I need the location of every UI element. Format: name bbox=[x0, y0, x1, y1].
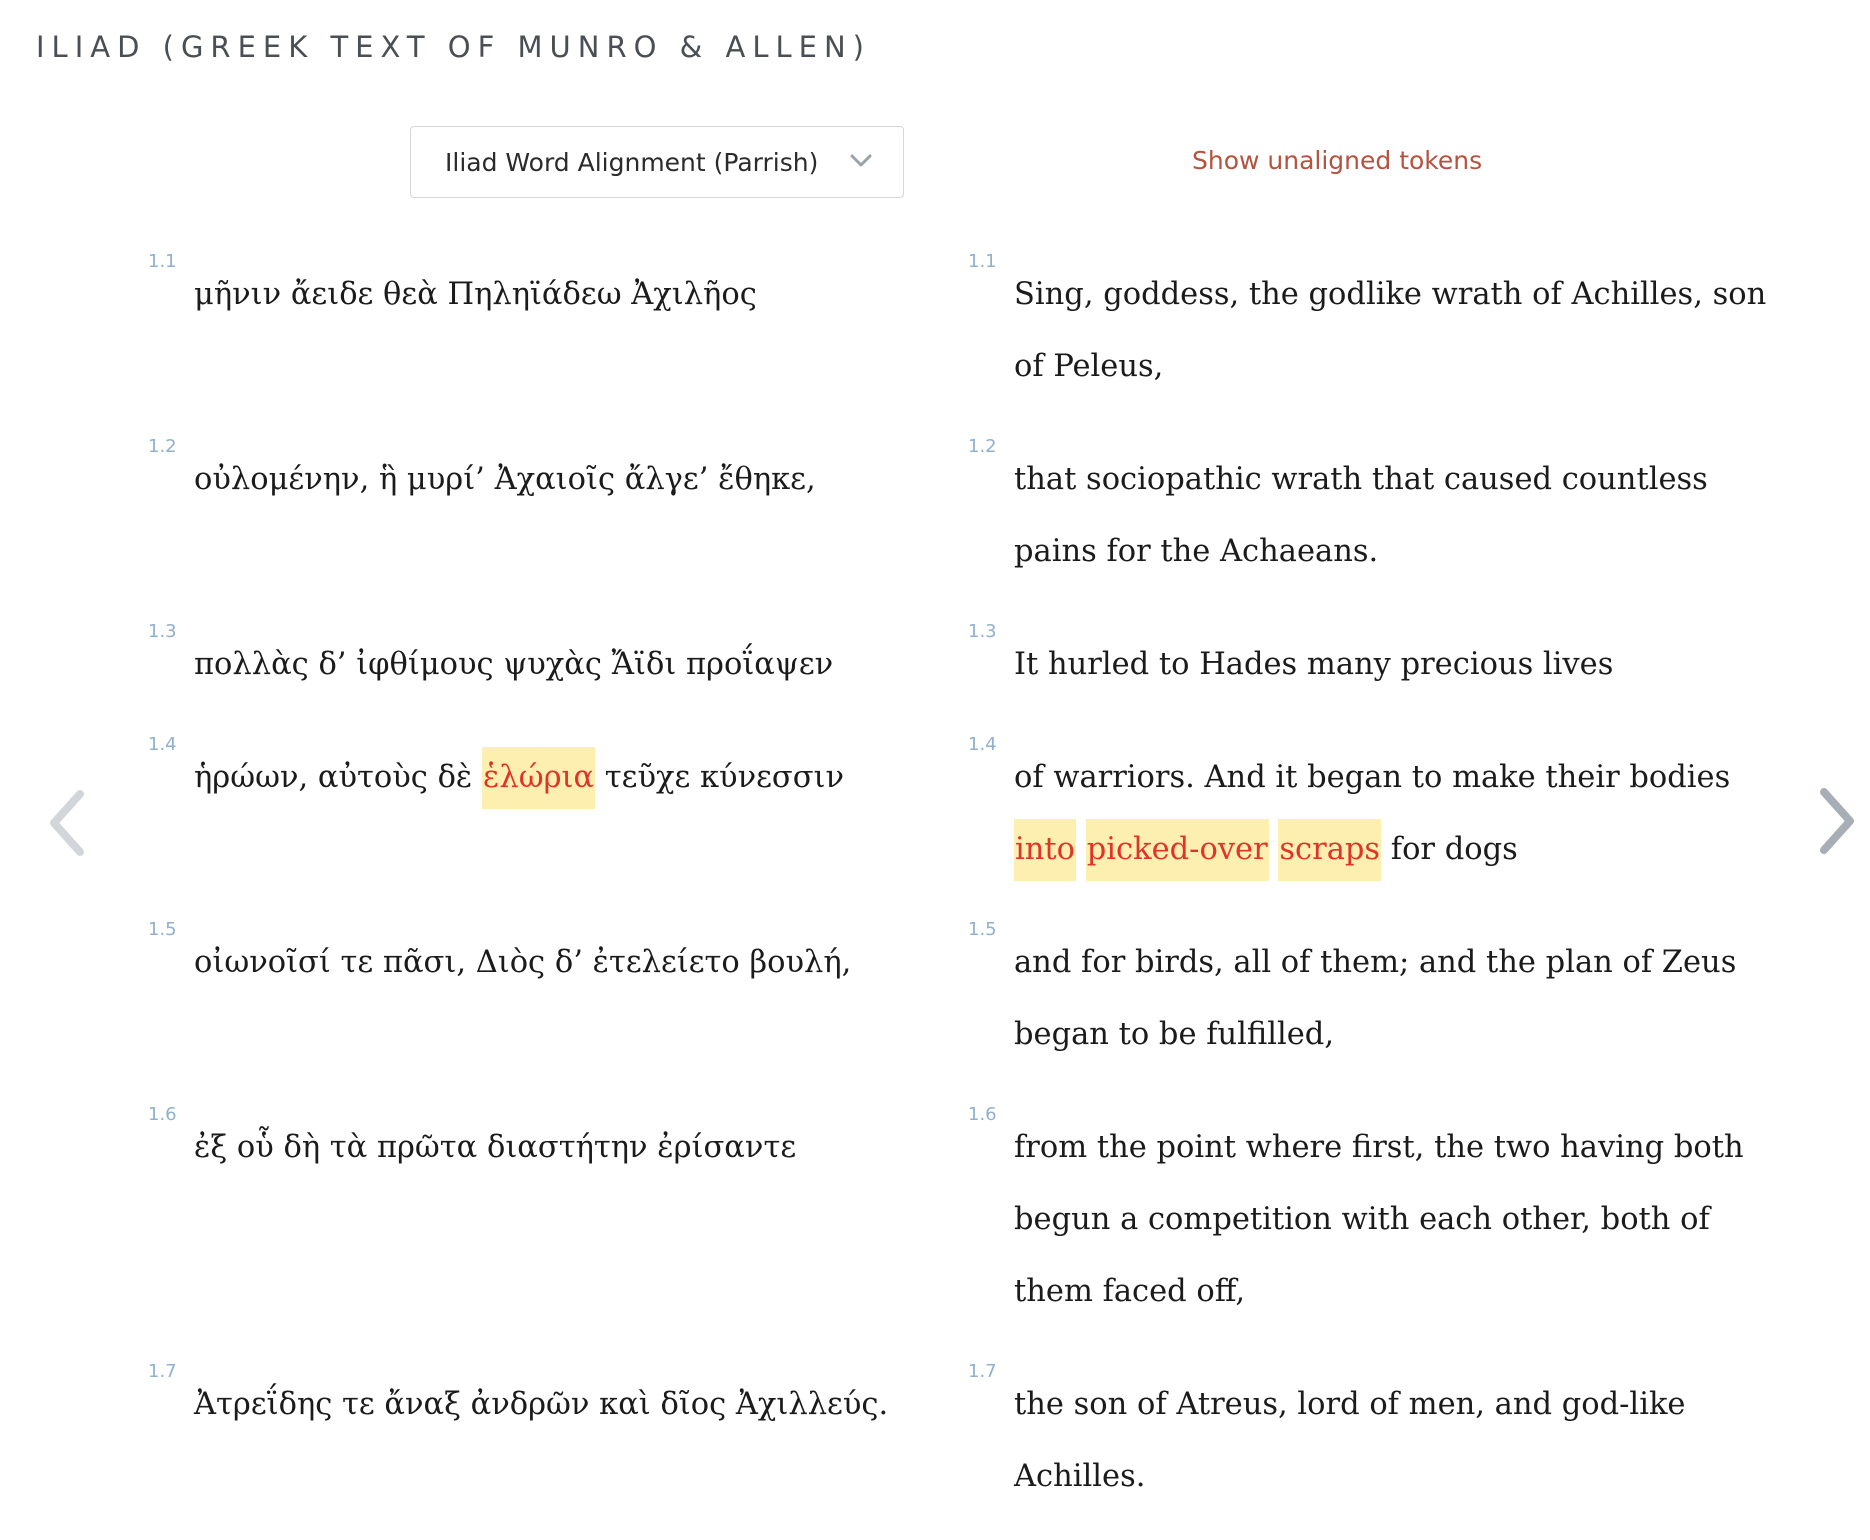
english-line-text bbox=[1014, 742, 1730, 886]
text-row: the son of Atreus, lord of men, and god-like bbox=[1014, 1387, 1686, 1422]
aligned-token-highlight[interactable]: into bbox=[1014, 819, 1076, 881]
text-row: began to be fulfilled, bbox=[1014, 1017, 1335, 1052]
english-line-text[interactable] bbox=[1014, 1112, 1744, 1328]
line-number: 1.3 bbox=[148, 621, 177, 642]
chevron-left-icon[interactable] bbox=[44, 788, 90, 858]
greek-line-text bbox=[194, 742, 844, 814]
chevron-right-icon[interactable] bbox=[1814, 786, 1860, 856]
english-line-text[interactable] bbox=[1014, 259, 1766, 403]
text-row: Achilles. bbox=[1014, 1459, 1146, 1494]
text-row bbox=[1014, 814, 1730, 886]
line-number: 1.6 bbox=[148, 1104, 177, 1125]
greek-line-text[interactable]: Ἀτρεΐδης τε ἄναξ ἀνδρῶν καὶ δῖος Ἀχιλλεύς. bbox=[194, 1387, 889, 1422]
line-number: 1.6 bbox=[968, 1104, 997, 1125]
text-row: begun a competition with each other, both of bbox=[1014, 1202, 1710, 1237]
alignment-select[interactable] bbox=[410, 126, 904, 198]
text-row: It hurled to Hades many precious lives bbox=[1014, 647, 1614, 682]
greek-line-text[interactable]: οἰωνοῖσί τε πᾶσι, Διὸς δ’ ἐτελείετο βουλή, bbox=[194, 945, 852, 980]
line-number: 1.2 bbox=[148, 436, 177, 457]
english-line-text[interactable] bbox=[1014, 927, 1736, 1071]
line-number: 1.1 bbox=[968, 251, 997, 272]
text-row: them faced off, bbox=[1014, 1274, 1246, 1309]
greek-line-text[interactable]: πολλὰς δ’ ἰφθίμους ψυχὰς Ἄϊδι προΐαψεν bbox=[194, 647, 834, 682]
english-line-text[interactable] bbox=[1014, 444, 1708, 588]
text-row: that sociopathic wrath that caused countless bbox=[1014, 462, 1708, 497]
greek-token-group[interactable]: τεῦχε κύνεσσιν bbox=[604, 760, 845, 795]
text-row: of Peleus, bbox=[1014, 349, 1164, 384]
greek-line-text[interactable]: οὐλομένην, ἣ μυρί’ Ἀχαιοῖς ἄλγε’ ἔθηκε, bbox=[194, 462, 816, 497]
greek-line-text[interactable]: μῆνιν ἄειδε θεὰ Πηληϊάδεω Ἀχιλῆος bbox=[194, 277, 757, 312]
line-number: 1.2 bbox=[968, 436, 997, 457]
text-row: pains for the Achaeans. bbox=[1014, 534, 1379, 569]
line-number: 1.4 bbox=[148, 734, 177, 755]
text-row[interactable]: of warriors. And it began to make their bodies bbox=[1014, 760, 1731, 795]
english-line-text[interactable] bbox=[1014, 629, 1613, 701]
greek-line-text[interactable]: ἐξ οὗ δὴ τὰ πρῶτα διαστήτην ἐρίσαντε bbox=[194, 1130, 797, 1165]
greek-token-group[interactable]: ἡρώων, αὐτοὺς δὲ bbox=[194, 760, 473, 795]
line-number: 1.4 bbox=[968, 734, 997, 755]
line-number: 1.7 bbox=[148, 1361, 177, 1382]
text-row: Sing, goddess, the godlike wrath of Achilles, son bbox=[1014, 277, 1767, 312]
line-number: 1.5 bbox=[968, 919, 997, 940]
aligned-token-highlight[interactable]: scraps bbox=[1278, 819, 1381, 881]
text-row: and for birds, all of them; and the plan of Zeus bbox=[1014, 945, 1737, 980]
text-row: from the point where first, the two having both bbox=[1014, 1130, 1744, 1165]
english-line-text[interactable] bbox=[1014, 1369, 1685, 1513]
english-token-group[interactable]: for dogs bbox=[1390, 832, 1518, 867]
show-unaligned-tokens-link[interactable]: Show unaligned tokens bbox=[1192, 146, 1483, 175]
alignment-select-label: Iliad Word Alignment (Parrish) bbox=[445, 147, 819, 177]
page-title: ILIAD (GREEK TEXT OF MUNRO & ALLEN) bbox=[36, 30, 871, 64]
line-number: 1.5 bbox=[148, 919, 177, 940]
aligned-token-highlight[interactable]: picked-over bbox=[1086, 819, 1269, 881]
aligned-token-highlight[interactable]: ἑλώρια bbox=[482, 747, 595, 809]
line-number: 1.7 bbox=[968, 1361, 997, 1382]
line-number: 1.3 bbox=[968, 621, 997, 642]
chevron-down-icon bbox=[849, 149, 873, 173]
line-number: 1.1 bbox=[148, 251, 177, 272]
